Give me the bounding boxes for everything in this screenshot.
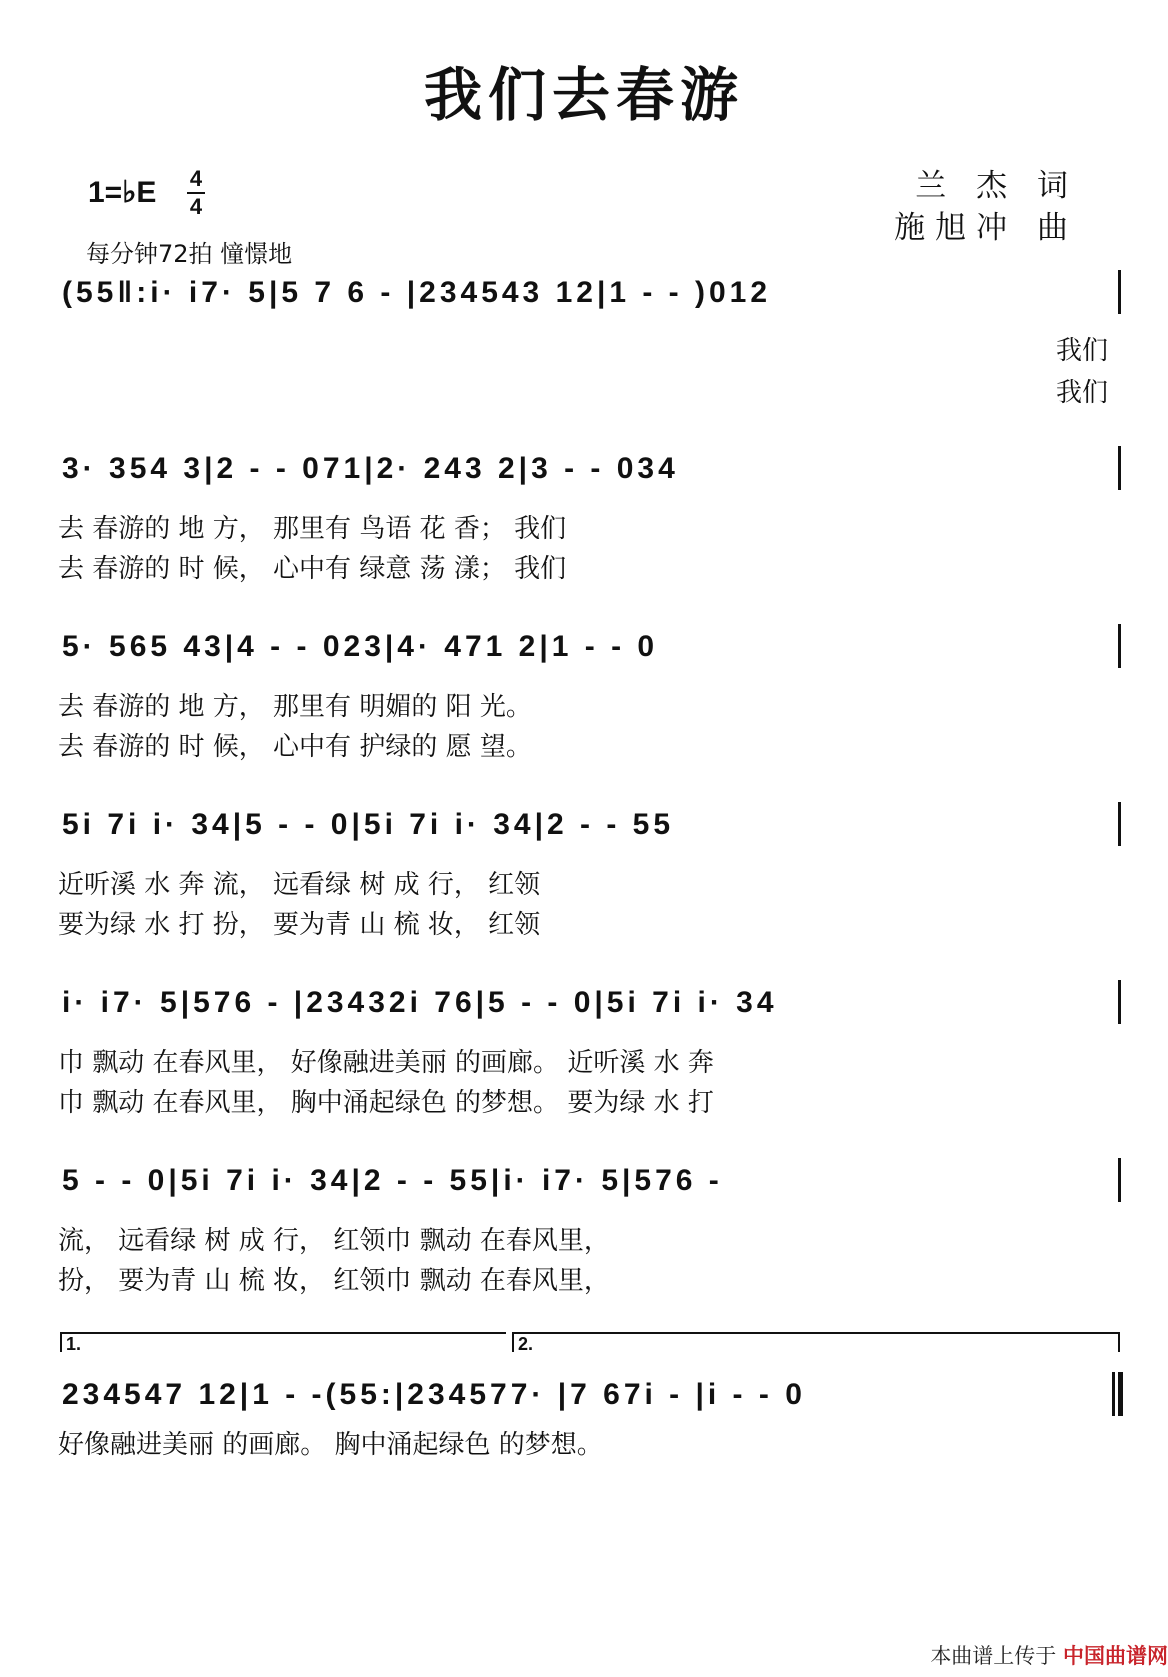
- first-ending-label: 1.: [66, 1334, 82, 1354]
- time-signature: [187, 166, 205, 220]
- barline: [1118, 1158, 1121, 1202]
- lyric-line-6-verse-1: 流， 远看绿 树 成 行， 红领巾 飘动 在春风里，: [58, 1226, 610, 1256]
- score-line-3: 5· 565 43|4 - - 023|4· 471 2|1 - - 0: [62, 630, 659, 663]
- score-line-1: (55‖:i· i7· 5|5 7 6 - |234543 12|1 - - )012: [62, 276, 772, 309]
- score-line-4: 5i 7i i· 34|5 - - 0|5i 7i i· 34|2 - - 55: [62, 808, 675, 841]
- time-signature-top: 4: [189, 166, 203, 191]
- score-line-7: 234547 12|1 - -(55:|234577· |7 67i - |i - - 0: [62, 1378, 806, 1411]
- final-barline-thick: [1118, 1372, 1123, 1416]
- lyricist-credit: 兰 杰 词: [915, 168, 1078, 204]
- source-watermark: [930, 1640, 1168, 1670]
- second-ending-bracket: [512, 1332, 1120, 1352]
- first-ending-bracket: [60, 1332, 506, 1352]
- barline: [1118, 980, 1121, 1024]
- final-barline-thin: [1112, 1372, 1115, 1416]
- lyric-line-6-verse-2: 扮， 要为青 山 梳 妆， 红领巾 飘动 在春风里，: [58, 1266, 610, 1296]
- lyric-line-1-verse-1: 我们: [1055, 336, 1108, 366]
- time-signature-bottom: 4: [187, 192, 205, 220]
- key-signature: 1=♭E: [88, 176, 157, 209]
- lyric-line-4-verse-1: 近听溪 水 奔 流， 远看绿 树 成 行， 红领: [58, 870, 541, 900]
- score-line-2: 3· 354 3|2 - - 071|2· 243 2|3 - - 034: [62, 452, 679, 485]
- lyric-line-3-verse-1: 去 春游的 地 方， 那里有 明媚的 阳 光。: [58, 692, 532, 722]
- page-title: 我们去春游: [423, 61, 744, 129]
- barline: [1118, 446, 1121, 490]
- site-brand: 中国曲谱网: [1063, 1644, 1168, 1668]
- barline: [1118, 624, 1121, 668]
- score-line-5: i· i7· 5|576 - |23432i 76|5 - - 0|5i 7i i· 34: [62, 986, 778, 1019]
- lyric-line-3-verse-2: 去 春游的 时 候， 心中有 护绿的 愿 望。: [58, 732, 532, 762]
- barline: [1118, 270, 1121, 314]
- lyric-line-5-verse-1: 巾 飘动 在春风里， 好像融进美丽 的画廊。 近听溪 水 奔: [58, 1048, 714, 1078]
- tempo-marking: 每分钟72拍 憧憬地: [86, 240, 293, 268]
- composer-credit: 施旭冲 曲: [894, 210, 1078, 246]
- second-ending-label: 2.: [518, 1334, 534, 1354]
- lyric-line-5-verse-2: 巾 飘动 在春风里， 胸中涌起绿色 的梦想。 要为绿 水 打: [58, 1088, 714, 1118]
- barline: [1118, 802, 1121, 846]
- lyric-line-4-verse-2: 要为绿 水 打 扮， 要为青 山 梳 妆， 红领: [58, 910, 541, 940]
- lyric-line-2-verse-1: 去 春游的 地 方， 那里有 鸟语 花 香； 我们: [58, 514, 567, 544]
- lyric-line-1-verse-2: 我们: [1055, 378, 1108, 408]
- footer-text: 本曲谱上传于: [930, 1644, 1057, 1668]
- lyric-line-7: 好像融进美丽 的画廊。 胸中涌起绿色 的梦想。: [58, 1430, 603, 1460]
- score-line-6: 5 - - 0|5i 7i i· 34|2 - - 55|i· i7· 5|576 -: [62, 1164, 723, 1197]
- lyric-line-2-verse-2: 去 春游的 时 候， 心中有 绿意 荡 漾； 我们: [58, 554, 567, 584]
